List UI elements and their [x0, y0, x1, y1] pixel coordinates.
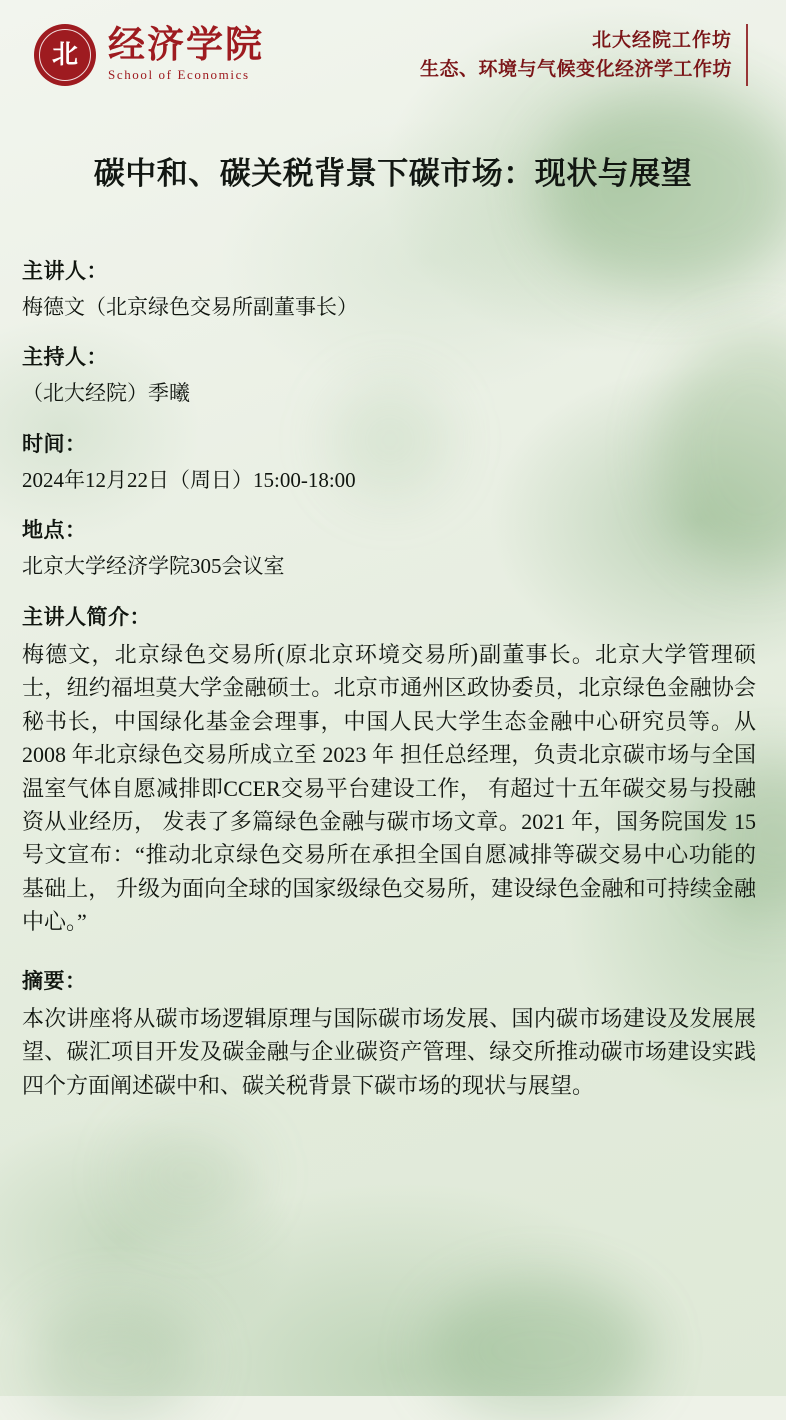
- workshop-series-line2: 生态、环境与气候变化经济学工作坊: [419, 59, 732, 80]
- field-host: [22, 341, 756, 408]
- seal-glyph-text: 北: [51, 40, 78, 69]
- field-value: 北京大学经济学院305会议室: [22, 554, 285, 579]
- field-value: 2024年12月22日（周日）15:00-18:00: [22, 467, 356, 492]
- field-label: 主讲人：: [22, 259, 108, 283]
- page-title: 碳中和、碳关税背景下碳市场：现状与展望: [93, 156, 693, 191]
- field-location: [22, 514, 756, 581]
- field-label: 主持人：: [22, 345, 108, 370]
- field-speaker: [22, 255, 756, 322]
- field-value: 梅德文（北京绿色交易所副董事长）: [22, 295, 358, 319]
- field-time: [22, 428, 756, 495]
- university-seal-icon: [34, 24, 96, 86]
- header-divider: [746, 24, 748, 86]
- workshop-series-title: [420, 26, 732, 85]
- field-label: 主讲人简介：: [22, 604, 151, 629]
- watercolor-blob: [120, 1120, 260, 1230]
- field-speaker-bio: [22, 601, 756, 939]
- field-abstract: [22, 965, 756, 1102]
- watercolor-blob: [430, 1280, 650, 1420]
- field-value: （北大经院）季曦: [22, 381, 190, 406]
- abstract-text: 本次讲座将从碳市场逻辑原理与国际碳市场发展、国内碳市场建设及发展展望、碳汇项目开发及碳金融与企业碳资产管理、绿交所推动碳市场建设实践四个方面阐述碳中和、碳关税背景下碳市场的现状与展望。: [22, 1005, 756, 1098]
- school-logo: [34, 24, 264, 86]
- field-label: 时间：: [22, 431, 87, 456]
- logo-text-block: [108, 24, 264, 84]
- poster-header: [0, 0, 786, 92]
- logo-english-name: School of Economics: [108, 67, 250, 83]
- header-right-block: [420, 24, 750, 86]
- field-label: 地点：: [22, 518, 87, 543]
- poster-content: [0, 193, 786, 1102]
- logo-chinese-name: 经济学院: [108, 24, 264, 66]
- workshop-series-line1: 北大经院工作坊: [591, 29, 732, 51]
- speaker-bio-text: 梅德文，北京绿色交易所(原北京环境交易所)副董事长。北京大学管理硕士，纽约福坦莫大学金融硕士。北京市通州区政协委员，北京绿色金融协会秘书长，中国绿化基金会理事，中国人民大学生态金融中心研究员等。从 2008 年北京绿色交易所成立至 2023 年 担任总经理，负责北京碳市场与全国温室气体自愿减排即CCER交易平台建设工作， 有超过十五年碳交易与投融资从业经历， 发表了多篇绿色金融与碳市场文章。2021 年，国务院国发 15 号文宣布：“推动北京绿色交易所在承担全国自愿减排等碳交易中心功能的基础上， 升级为面向全球的国家级绿色交易所，建设绿色金融和可持续金融中心。”: [22, 641, 756, 935]
- field-label: 摘要：: [22, 968, 87, 993]
- watercolor-blob: [30, 1300, 200, 1420]
